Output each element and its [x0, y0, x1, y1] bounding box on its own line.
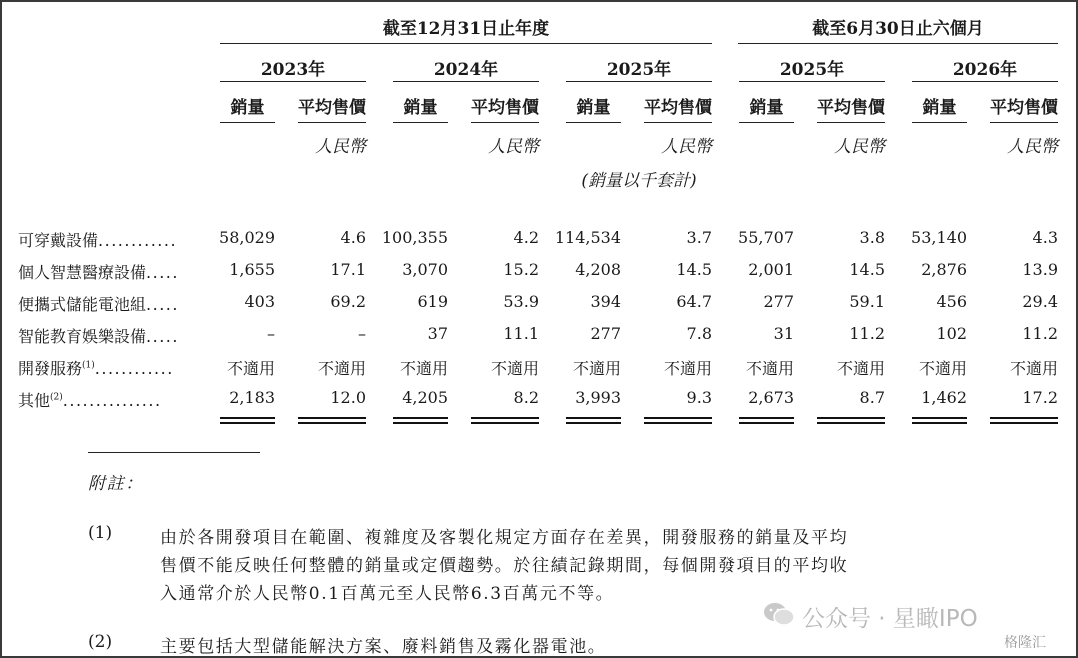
- note-1-line-2: 售價不能反映任何整體的銷量或定價趨勢。於往績記錄期間，每個開發項目的平均收: [160, 556, 849, 576]
- volume-value: 4,205: [402, 388, 448, 407]
- volume-value: 3,070: [402, 260, 448, 279]
- row-label: [18, 228, 177, 251]
- volume-value: 1,655: [229, 260, 275, 279]
- row-label: [18, 388, 162, 411]
- row-label-text: 開發服務: [18, 359, 83, 378]
- avg-price-header: 平均售價: [298, 98, 366, 118]
- avg-price-total-rule: [298, 417, 366, 424]
- volume-total-rule: [912, 417, 967, 424]
- avg-price-header: 平均售價: [990, 98, 1058, 118]
- note-2-marker: (2): [88, 632, 113, 652]
- avg-price-value: 不適用: [836, 359, 885, 378]
- avg-price-value: 4.2: [513, 228, 539, 247]
- group-header-half-rule: [738, 43, 1058, 44]
- year-header-rule: [912, 81, 1058, 82]
- note-1-line-3: 入通常介於人民幣0.1百萬元至人民幣6.3百萬元不等。: [160, 584, 615, 604]
- volume-value: 不適用: [918, 359, 967, 378]
- avg-price-value: 不適用: [317, 359, 366, 378]
- volume-value: 不適用: [745, 359, 794, 378]
- leader-dots: ...............: [62, 391, 162, 410]
- volume-value: 4,208: [575, 260, 621, 279]
- volume-value: 31: [773, 324, 794, 343]
- group-header-year: 截至12月31日止年度: [382, 19, 550, 39]
- volume-header: 銷量: [576, 98, 611, 118]
- volume-total-rule: [393, 417, 448, 424]
- avg-price-header: 平均售價: [644, 98, 712, 118]
- avg-price-total-rule: [644, 417, 712, 424]
- avg-price-value: 4.3: [1032, 228, 1058, 247]
- avg-price-value: 15.2: [503, 260, 539, 279]
- volume-value: 2,183: [229, 388, 275, 407]
- volume-value: 53,140: [911, 228, 967, 247]
- volume-value: 394: [590, 292, 621, 311]
- avg-price-value: 53.9: [503, 292, 539, 311]
- avg-price-value: 8.7: [859, 388, 885, 407]
- volume-header-rule: [220, 122, 275, 123]
- footnote-ref: (2): [50, 392, 63, 403]
- volume-value: 403: [244, 292, 275, 311]
- volume-value: 58,029: [219, 228, 275, 247]
- watermark-text: 公众号 · 星瞰IPO: [802, 606, 978, 632]
- volume-value: 102: [936, 324, 967, 343]
- volume-value: 2,673: [748, 388, 794, 407]
- notes-separator: [88, 452, 260, 453]
- avg-price-value: 17.1: [330, 260, 366, 279]
- footnote-ref: (1): [82, 360, 95, 371]
- avg-price-header-rule: [298, 122, 366, 123]
- volume-value: 277: [763, 292, 794, 311]
- volume-header: 銷量: [403, 98, 438, 118]
- avg-price-value: 4.6: [340, 228, 366, 247]
- notes-title: 附註：: [88, 474, 144, 494]
- watermark-corner: 格隆汇: [1004, 635, 1046, 651]
- avg-price-header-rule: [990, 122, 1058, 123]
- volume-header: 銷量: [922, 98, 957, 118]
- avg-price-value: 29.4: [1022, 292, 1058, 311]
- volume-value: 277: [590, 324, 621, 343]
- leader-dots: ............: [94, 359, 174, 378]
- volume-value: –: [267, 324, 275, 343]
- volume-value: 3,993: [575, 388, 621, 407]
- currency-label: 人民幣: [834, 137, 885, 157]
- year-header-rule: [220, 81, 366, 82]
- wechat-icon: [762, 600, 796, 628]
- avg-price-value: 13.9: [1022, 260, 1058, 279]
- volume-value: 2,876: [921, 260, 967, 279]
- currency-label: 人民幣: [1007, 137, 1058, 157]
- volume-value: 55,707: [738, 228, 794, 247]
- avg-price-value: 14.5: [676, 260, 712, 279]
- avg-price-header: 平均售價: [817, 98, 885, 118]
- leader-dots: .....: [146, 295, 179, 314]
- group-header-half: 截至6月30日止六個月: [812, 19, 984, 39]
- leader-dots: ............: [98, 231, 178, 250]
- volume-total-rule: [566, 417, 621, 424]
- currency-label: 人民幣: [315, 137, 366, 157]
- year-header-rule: [393, 81, 539, 82]
- year-header: 2023年: [260, 60, 326, 80]
- volume-value: 37: [427, 324, 448, 343]
- avg-price-value: 9.3: [686, 388, 712, 407]
- volume-value: 不適用: [572, 359, 621, 378]
- note-2-text: 主要包括大型儲能解決方案、廢料銷售及霧化器電池。: [160, 637, 607, 657]
- volume-header-rule: [393, 122, 448, 123]
- volume-value: 2,001: [748, 260, 794, 279]
- avg-price-value: 不適用: [1009, 359, 1058, 378]
- avg-price-value: 不適用: [663, 359, 712, 378]
- avg-price-total-rule: [990, 417, 1058, 424]
- avg-price-value: 11.1: [503, 324, 539, 343]
- avg-price-value: 59.1: [849, 292, 885, 311]
- avg-price-value: 11.2: [849, 324, 885, 343]
- note-1-marker: (1): [88, 523, 113, 543]
- year-header-rule: [739, 81, 885, 82]
- volume-value: 114,534: [554, 228, 621, 247]
- volume-value: 1,462: [921, 388, 967, 407]
- volume-value: 456: [936, 292, 967, 311]
- row-label-text: 其他: [18, 391, 51, 410]
- avg-price-header: 平均售價: [471, 98, 539, 118]
- year-header: 2024年: [433, 60, 499, 80]
- avg-price-value: 64.7: [676, 292, 712, 311]
- year-header: 2025年: [779, 60, 845, 80]
- volume-total-rule: [739, 417, 794, 424]
- year-header: 2026年: [952, 60, 1018, 80]
- volume-unit-note: (銷量以千套計): [581, 171, 697, 191]
- year-header-rule: [566, 81, 712, 82]
- group-header-year-rule: [220, 43, 712, 44]
- leader-dots: .....: [146, 263, 179, 282]
- avg-price-value: 14.5: [849, 260, 885, 279]
- volume-header-rule: [912, 122, 967, 123]
- avg-price-value: 12.0: [330, 388, 366, 407]
- avg-price-value: 69.2: [330, 292, 366, 311]
- currency-label: 人民幣: [488, 137, 539, 157]
- avg-price-value: 17.2: [1022, 388, 1058, 407]
- row-label-text: 個人智慧醫療設備: [18, 263, 147, 282]
- volume-value: 100,355: [381, 228, 448, 247]
- avg-price-total-rule: [471, 417, 539, 424]
- row-label: [18, 260, 179, 283]
- volume-header: 銷量: [230, 98, 265, 118]
- year-header: 2025年: [606, 60, 672, 80]
- avg-price-value: 3.7: [686, 228, 712, 247]
- volume-value: 不適用: [226, 359, 275, 378]
- volume-header: 銷量: [749, 98, 784, 118]
- volume-value: 619: [417, 292, 448, 311]
- leader-dots: .....: [146, 327, 179, 346]
- volume-header-rule: [739, 122, 794, 123]
- avg-price-total-rule: [817, 417, 885, 424]
- row-label: [18, 292, 179, 315]
- avg-price-value: 3.8: [859, 228, 885, 247]
- note-1-line-1: 由於各開發項目在範圍、複雜度及客製化規定方面存在差異，開發服務的銷量及平均: [160, 528, 849, 548]
- row-label: [18, 356, 174, 379]
- row-label: [18, 324, 179, 347]
- avg-price-value: 11.2: [1022, 324, 1058, 343]
- row-label-text: 智能教育娛樂設備: [18, 327, 147, 346]
- row-label-text: 便攜式儲能電池組: [18, 295, 147, 314]
- avg-price-value: –: [358, 324, 366, 343]
- row-label-text: 可穿戴設備: [18, 231, 99, 250]
- avg-price-value: 8.2: [513, 388, 539, 407]
- volume-header-rule: [566, 122, 621, 123]
- currency-label: 人民幣: [661, 137, 712, 157]
- avg-price-value: 7.8: [686, 324, 712, 343]
- avg-price-header-rule: [644, 122, 712, 123]
- avg-price-value: 不適用: [490, 359, 539, 378]
- volume-value: 不適用: [399, 359, 448, 378]
- volume-total-rule: [220, 417, 275, 424]
- avg-price-header-rule: [817, 122, 885, 123]
- avg-price-header-rule: [471, 122, 539, 123]
